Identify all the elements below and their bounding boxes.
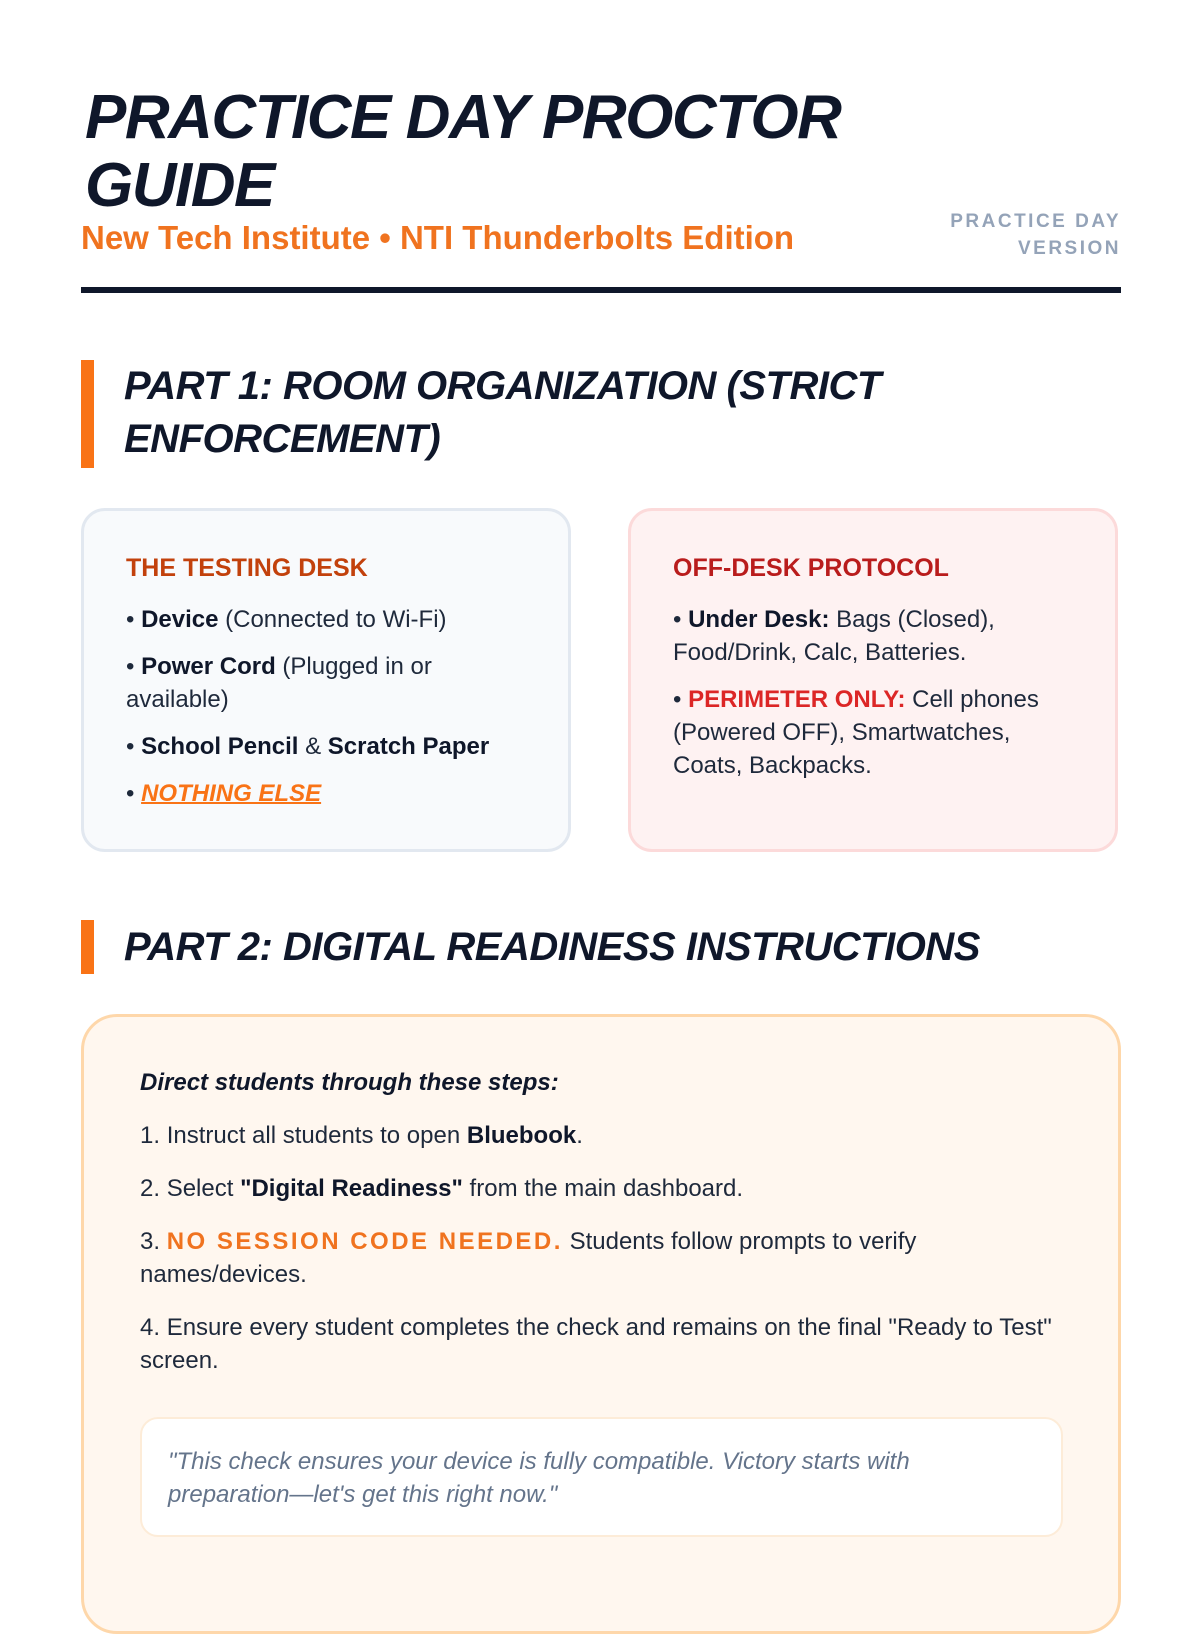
step-item — [140, 1311, 1063, 1377]
proctor-guide-page — [81, 0, 1121, 1600]
step-item — [140, 1225, 1063, 1291]
testing-desk-card — [81, 508, 571, 852]
bullet: • — [126, 780, 142, 807]
item-label: Power Cord — [141, 653, 276, 680]
bullet: • — [126, 733, 142, 760]
list-item — [126, 650, 528, 716]
item-label: Under Desk: — [688, 606, 830, 633]
bullet: • — [126, 606, 142, 633]
bullet: • — [673, 606, 689, 633]
step-text: Select — [166, 1175, 241, 1202]
perimeter-alert-label: PERIMETER ONLY: — [688, 686, 906, 713]
digital-readiness-box — [81, 1014, 1121, 1634]
step-number: 2. — [140, 1175, 167, 1202]
off-desk-title: OFF-DESK PROTOCOL — [673, 554, 949, 582]
part2-accent-bar — [81, 920, 94, 974]
version-label: PRACTICE DAY VERSION — [950, 211, 1121, 259]
readiness-steps — [140, 1119, 1063, 1377]
bullet: • — [673, 686, 689, 713]
list-item — [126, 603, 528, 636]
bullet: • — [126, 653, 142, 680]
step-number: 4. — [140, 1314, 167, 1341]
page-subtitle: New Tech Institute • NTI Thunderbolts Edition — [81, 219, 795, 256]
item-label: Device — [141, 606, 219, 633]
testing-desk-list — [126, 603, 528, 810]
step-item — [140, 1119, 1063, 1152]
part2-heading: PART 2: DIGITAL READINESS INSTRUCTIONS — [124, 925, 980, 969]
item-label: Scratch Paper — [327, 733, 490, 760]
part1-accent-bar — [81, 360, 94, 468]
part1-section-heading — [81, 360, 1121, 468]
step-after: Students follow prompts to verify names/devices. — [140, 1228, 917, 1288]
item-text: Cell phones (Powered OFF), Smartwatches, Coats, Backpacks. — [673, 686, 1039, 779]
step-text: Ensure every student completes the check and remains on the final "Ready to Test" screen. — [140, 1314, 1052, 1374]
step-after: . — [576, 1122, 583, 1149]
list-item — [673, 683, 1075, 782]
item-label: School Pencil — [141, 733, 299, 760]
step-number: 3. — [140, 1228, 167, 1255]
list-item — [126, 777, 528, 810]
header-divider — [81, 287, 1121, 293]
step-bold: Bluebook — [466, 1122, 577, 1149]
step-text: Instruct all students to open — [166, 1122, 467, 1149]
quote-text: "This check ensures your device is fully compatible. Victory starts with preparation—let's get this right now." — [168, 1448, 910, 1508]
no-session-code-highlight: NO SESSION CODE NEEDED. — [166, 1228, 563, 1255]
steps-lead: Direct students through these steps: — [140, 1069, 559, 1096]
page-header — [81, 84, 1121, 294]
step-item — [140, 1172, 1063, 1205]
list-item — [673, 603, 1075, 669]
part2-section-heading — [81, 920, 1121, 974]
nothing-else-emphasis: NOTHING ELSE — [141, 780, 322, 807]
step-number: 1. — [140, 1122, 167, 1149]
part1-heading: PART 1: ROOM ORGANIZATION (STRICT ENFORCEMENT) — [124, 364, 881, 461]
item-text: (Connected to Wi-Fi) — [218, 606, 447, 633]
item-text: & — [298, 733, 328, 760]
quote-box — [140, 1417, 1063, 1537]
off-desk-card — [628, 508, 1118, 852]
testing-desk-title: THE TESTING DESK — [126, 554, 368, 582]
off-desk-list — [673, 603, 1075, 782]
page-title: PRACTICE DAY PROCTOR GUIDE — [85, 83, 841, 220]
step-after: from the main dashboard. — [462, 1175, 744, 1202]
list-item — [126, 730, 528, 763]
step-bold: "Digital Readiness" — [240, 1175, 463, 1202]
item-text: (Plugged in or available) — [126, 653, 432, 713]
item-text: Bags (Closed), Food/Drink, Calc, Batteries. — [673, 606, 995, 666]
